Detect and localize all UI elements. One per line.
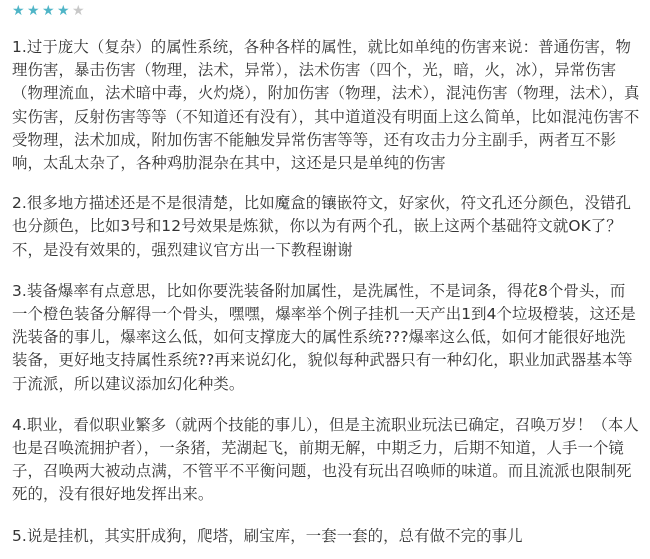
review-paragraph-5: 5.说是挂机，其实肝成狗，爬塔，刷宝库，一套一套的，总有做不完的事儿: [12, 526, 523, 545]
star-rating: [12, 4, 640, 18]
star-icon: ★: [72, 3, 85, 19]
review-paragraph-3: 3.装备爆率有点意思，比如你要洗装备附加属性，是洗属性，不是词条，得花8个骨头，而一个橙色装备分解得一个骨头，嘿嘿，爆率举个例子挂机一天产出1到4个垃圾橙装，这还是洗装备的事儿，爆率这么低，如何支撑庞大的属性系统???爆率这么低，如何才能很好地洗装备，更好地支持属性系统??再来说幻化，貌似每种武器只有一种幻化，职业加武器基本等于流派，所以建议添加幻化种类。: [12, 281, 636, 393]
star-icon: ★: [57, 3, 70, 19]
star-icon: ★: [27, 3, 40, 19]
star-icon: ★: [12, 3, 25, 19]
review-paragraph-2: 2.很多地方描述还是不是很清楚，比如魔盒的镶嵌符文，好家伙，符文孔还分颜色，没错孔也分颜色，比如3号和12号效果是炼狱，你以为有两个孔，嵌上这两个基础符文就OK了？不，是没有效果的，强烈建议官方出一下教程谢谢: [12, 194, 632, 259]
star-icon: ★: [42, 3, 55, 19]
review-paragraph-4: 4.职业，看似职业繁多（就两个技能的事儿），但是主流职业玩法已确定，召唤万岁！（本人也是召唤流拥护者），一条猪，芜湖起飞，前期无解，中期乏力，后期不知道，人手一个镜子，召唤两大被动点满，不管平不平衡问题，也没有玩出召唤师的味道。而且流派也限制死死的，没有很好地发挥出来。: [12, 415, 639, 504]
review-paragraph-1: 1.过于庞大（复杂）的属性系统，各种各样的属性，就比如单纯的伤害来说：普通伤害，物理伤害，暴击伤害（物理，法术，异常），法术伤害（四个，光，暗，火，冰），异常伤害（物理流血，法术暗中毒，火灼烧），附加伤害（物理，法术），混沌伤害（物理，法术），真实伤害，反射伤害等等（不知道还有没有），其中道道没有明面上这么简单，比如混沌伤害不受物理，法术加成，附加伤害不能触发异常伤害等等，还有攻击力分主副手，两者互不影响，太乱太杂了，各种鸡肋混杂在其中，这还是只是单纯的伤害: [12, 38, 640, 173]
